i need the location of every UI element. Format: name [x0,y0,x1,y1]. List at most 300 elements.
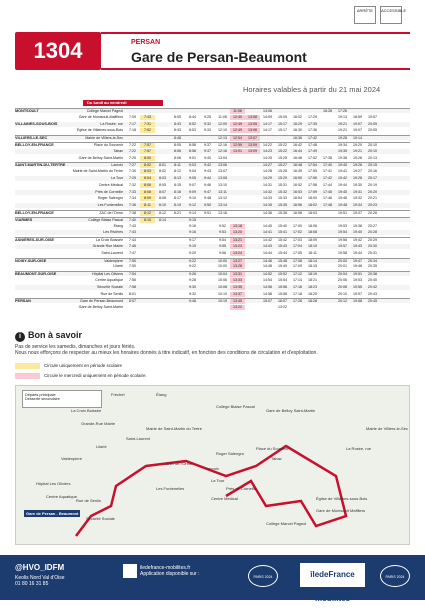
time-cell: 19:58 [338,250,347,255]
time-cell [395,238,410,243]
time-cell [395,183,410,188]
time-cell [350,218,365,223]
time-cell: 19:37 [353,211,362,215]
row-stop: Valdenpiere [104,258,123,263]
time-cell: 9:32 [204,121,211,126]
accessibility-logos [314,6,407,24]
time-cell: 17:44 [323,182,332,187]
time-cell: 9:09 [189,189,196,194]
time-cell [245,264,260,269]
map-stop-label: La Tour [211,478,225,483]
time-cell [140,285,155,290]
time-cell: 16:30 [293,128,302,133]
time-cell [140,244,155,249]
time-cell: 7:46 [129,244,136,248]
time-cell [245,183,260,188]
time-cell: 9:43 [204,169,211,174]
route-title [101,32,410,70]
time-cell [170,251,185,256]
time-cell [155,238,170,243]
time-cell [320,264,335,269]
info-text-2: Nous nous efforçons de respecter au mieux les horaires donnés à titre indicatif, en fonction des conditions de circulation et d'exploitation. [15,350,318,356]
time-cell [320,292,335,297]
time-cell: 17:36 [308,128,317,133]
time-cell [140,272,155,277]
time-cell: 19:35 [338,148,347,153]
row-city: MONTSOULT [15,109,39,113]
operator-name: Keolis Nord Val d'Oise [15,575,65,581]
time-cell: 8:05 [174,143,181,147]
line-header [15,32,410,70]
wheelchair-icon: ACCESSIBLE [380,6,402,24]
time-cell [320,149,335,154]
time-cell: 7:47 [129,250,136,255]
row-times [125,169,410,174]
time-cell: 7:22 [129,148,136,153]
table-row [15,251,410,256]
row-city: VILLAINES-SOUS-BOIS [15,121,58,126]
time-cell: 18:28 [308,299,317,304]
time-cell: 17:45 [323,189,332,194]
time-cell: 8:43 [174,121,181,126]
time-cell [245,292,260,297]
time-cell [200,230,215,235]
time-cell [380,285,395,290]
map-stop-label: Fréchet [111,392,125,397]
time-cell [170,272,185,277]
time-cell [155,292,170,297]
time-cell: 13:35 [230,285,245,290]
time-cell: 8:02 [140,163,155,168]
time-cell: 10:06 [218,278,227,282]
time-cell: 19:30 [353,182,362,187]
time-cell [245,224,260,229]
time-cell: 9:22 [189,258,196,263]
map-stop-label: Les Fontenelles [156,486,185,491]
time-cell: 10:19 [218,299,227,304]
time-cell: 19:21 [338,128,347,133]
time-cell: 17:02 [293,230,302,235]
social-handle[interactable]: @HVO_IDFM [15,563,65,572]
time-cell [380,169,395,174]
time-cell [245,285,260,290]
time-cell: 9:48 [204,196,211,201]
time-cell: 18:06 [308,223,317,228]
time-cell [350,109,365,114]
time-cell: 9:48 [189,299,196,304]
time-cell: 15:17 [278,128,287,133]
time-cell [200,259,215,264]
time-cell: 18:14 [308,258,317,263]
time-cell: 8:48 [174,136,181,141]
time-cell: 14:56 [263,284,272,289]
row-times [125,238,410,243]
time-cell [140,264,155,269]
row-city: ASNIÈRES-SUR-OISE [15,238,55,243]
time-cell: 15:22 [278,148,287,153]
time-cell: 8:05 [174,114,181,119]
website-link[interactable]: iledefrance-mobilites.fr [140,565,191,571]
timetable [15,100,410,310]
time-cell: 16:53 [293,189,302,194]
time-cell: 8:53 [189,128,196,133]
time-cell: 7:43 [140,115,155,120]
table-row [15,224,410,229]
time-cell [200,272,215,277]
time-cell: 16:50 [293,176,302,180]
time-cell [245,244,260,249]
time-cell: 8:19 [174,203,181,208]
time-cell [320,285,335,290]
time-cell [245,196,260,201]
time-cell [155,230,170,235]
time-cell [155,259,170,264]
time-cell [260,218,275,223]
time-cell: 17:54 [308,163,317,168]
legend-mercredi [15,372,410,379]
row-times [125,136,410,141]
time-cell: 17:40 [323,163,332,168]
row-stop: Roger Salengro [97,196,123,201]
time-cell: 15:41 [278,230,287,235]
time-cell [320,244,335,249]
row-stop: Mairie de Saint-Martin du Tertre [72,169,123,174]
time-cell: 19:28 [338,136,347,141]
time-cell [230,183,245,188]
time-cell: 20:05 [368,121,377,126]
time-cell [245,272,260,277]
time-cell: 14:44 [263,250,272,255]
time-cell [380,211,395,216]
time-cell [155,299,170,304]
time-cell: 9:22 [189,264,196,269]
time-cell: 20:05 [368,128,377,133]
time-cell: 7:54 [129,272,136,277]
time-cell [245,169,260,174]
time-cell [140,224,155,229]
time-cell: 8:15 [140,218,155,223]
row-stop: Saint-Laurent [101,250,123,255]
time-cell: 18:11 [308,250,317,255]
time-cell [155,251,170,256]
time-cell [170,278,185,283]
time-cell [395,244,410,249]
time-cell [335,305,350,310]
time-cell: 7:44 [129,238,136,243]
time-cell: 20:45 [368,299,377,304]
time-cell: 14:58 [263,291,272,296]
operator-info [15,575,65,587]
time-cell: 8:07 [129,299,136,304]
time-cell [380,264,395,269]
time-cell: 14:43 [263,244,272,248]
table-row [15,142,410,147]
time-cell: 7:32 [129,182,136,187]
time-cell: 7:57 [140,149,155,154]
time-cell: 10:00 [218,258,227,263]
time-cell [155,305,170,310]
time-cell: 9:03 [189,163,196,168]
time-cell: 12:54 [230,136,245,141]
time-cell: 19:53 [353,278,362,282]
time-cell: 13:05 [245,122,260,127]
time-cell: 19:40 [353,230,362,235]
time-cell [170,224,185,229]
table-row [15,156,410,161]
time-cell [155,143,170,148]
time-cell: 8:05 [159,182,166,187]
row-stop: Mairie de Villiers-le-Sec [85,136,123,141]
origin-city: PERSAN [131,39,161,46]
time-cell: 8:07 [159,189,166,194]
time-cell: 14:46 [263,258,272,263]
time-cell: 12:40 [230,115,245,120]
paralympic-logo: PARIS 2024 [380,565,410,587]
map-stop-label: Mairie de Saint-Martin du Tertre [146,426,202,431]
table-row [15,183,410,188]
time-cell [200,299,215,304]
olympic-logo: PARIS 2024 [248,565,278,587]
time-cell: 11:08 [218,114,227,119]
time-cell: 14:32 [263,189,272,194]
qr-code-icon[interactable] [123,564,137,578]
time-cell [380,305,395,310]
time-cell [215,305,230,310]
time-cell: 8:08 [174,155,181,160]
time-cell: 19:47 [353,258,362,263]
row-city: BELLOY-EN-FRANCE [15,211,54,215]
time-cell: 19:28 [353,176,362,180]
time-cell [245,278,260,283]
time-cell: 16:58 [293,211,302,215]
time-cell: 20:10 [338,291,347,296]
time-cell: 13:09 [245,143,260,148]
time-cell [140,251,155,256]
time-cell: 16:42 [293,143,302,147]
row-stop: La Tour [111,176,123,180]
time-cell: 13:21 [230,238,245,243]
time-cell [395,203,410,208]
time-cell: 19:51 [338,211,347,215]
time-cell: 17:49 [308,148,317,153]
row-stop: La Rosée, rue [100,121,123,126]
time-cell [170,292,185,297]
time-cell: 20:40 [368,278,377,282]
time-cell: 19:14 [353,136,362,141]
time-cell: 14:52 [263,272,272,277]
time-cell: 9:07 [189,182,196,187]
time-cell: 16:54 [293,196,302,201]
table-row [15,122,410,127]
map-stop-label: Étang [156,392,167,397]
map-stop-label: La Rosée, rue [346,446,372,451]
time-cell: 14:28 [263,169,272,174]
row-times [125,176,410,181]
time-cell: 13:08 [245,115,260,120]
row-city: SAINT-MARTIN-DU-TERTRE [15,163,66,168]
time-cell [395,292,410,297]
time-cell: 20:19 [368,182,377,187]
time-cell: 15:22 [278,143,287,147]
time-cell: 9:51 [204,211,211,215]
time-cell: 8:04 [140,176,155,181]
time-cell: 9:20 [189,250,196,255]
time-cell [290,218,305,223]
time-cell [395,230,410,235]
time-cell [305,305,320,310]
time-cell: 19:42 [353,238,362,243]
time-cell: 14:29 [263,176,272,180]
time-cell: 8:01 [159,163,166,168]
time-cell: 8:14 [159,217,166,222]
time-cell: 17:42 [308,136,317,141]
time-cell [380,176,395,181]
time-cell [395,143,410,148]
time-cell: 9:12 [189,203,196,208]
time-cell: 16:56 [293,203,302,208]
time-cell: 13:06 [245,128,260,133]
table-row [15,237,410,242]
time-cell [170,244,185,249]
time-cell: 19:34 [338,143,347,147]
time-cell: 15:43 [278,244,287,248]
time-cell [155,109,170,114]
time-cell [140,299,155,304]
time-cell [380,109,395,114]
time-cell [380,190,395,195]
table-row [15,190,410,195]
table-row [15,244,410,249]
time-cell: 8:03 [159,176,166,180]
time-cell: 8:08 [140,190,155,195]
time-cell: 17:48 [323,203,332,208]
time-cell: 13:12 [218,196,227,201]
time-cell: 15:36 [278,211,287,215]
time-cell [170,299,185,304]
time-cell [395,149,410,154]
time-cell: 19:48 [353,264,362,269]
time-cell: 8:15 [174,182,181,187]
time-cell [395,196,410,201]
time-cell: 10:10 [218,291,227,296]
row-stop: Les Fontenelles [97,203,123,208]
time-cell: 18:08 [308,230,317,235]
time-cell: 14:35 [263,203,272,208]
time-cell: 16:02 [293,114,302,119]
time-cell [245,305,260,310]
time-cell: 15:27 [278,163,287,168]
time-cell: 11:06 [230,109,245,114]
row-times [125,128,410,133]
row-stop: Hôpital Les Oliviers [92,272,123,277]
time-cell [365,109,380,114]
time-cell: 13:24 [230,251,245,256]
time-cell [170,259,185,264]
row-times [125,224,410,229]
time-cell: 20:27 [368,223,377,228]
time-cell: 19:44 [353,250,362,255]
time-cell [395,224,410,229]
time-cell: 19:45 [338,189,347,194]
map-stop-label: La Croix Boissée [71,408,102,413]
time-cell [230,211,245,216]
time-cell [155,156,170,161]
time-cell: 17:28 [293,299,302,304]
map-legend-stop: Desserte secondaire [25,397,60,401]
time-cell [155,122,170,127]
operator-phone[interactable]: 01 80 16 31 85 [15,581,49,587]
time-cell: 17:03 [293,238,302,243]
time-cell: 17:58 [308,182,317,187]
time-cell: 13:18 [230,224,245,229]
time-cell [380,218,395,223]
table-row [15,162,410,167]
time-cell [230,203,245,208]
time-cell: 8:21 [174,211,181,215]
time-cell: 15:56 [278,284,287,289]
row-times [125,305,410,310]
time-cell [395,218,410,223]
time-cell: 17:18 [293,291,302,296]
time-cell: 20:21 [368,196,377,201]
time-cell [245,211,260,216]
time-cell [290,109,305,114]
row-times [125,211,410,216]
time-cell: 15:31 [278,182,287,187]
time-cell: 9:33 [204,128,211,133]
app-label: Application disponible sur : [140,571,200,577]
time-cell [155,149,170,154]
time-cell: 10:00 [218,264,227,269]
time-cell [245,251,260,256]
map-stop-label: Roger Salengro [216,451,245,456]
time-cell [380,299,395,304]
time-cell [245,218,260,223]
time-cell: 8:17 [174,196,181,201]
time-cell [380,163,395,168]
time-cell: 10:08 [218,284,227,289]
row-times [125,244,410,249]
time-cell [395,156,410,161]
time-cell: 14:09 [263,114,272,119]
time-cell: 15:58 [278,291,287,296]
row-stop: Lilarié [113,264,123,269]
time-cell: 13:06 [218,163,227,168]
time-cell: 12:10 [218,128,227,133]
time-cell: 13:16 [218,211,227,215]
info-title: i Bon à savoir [15,330,82,342]
time-cell: 20:28 [368,230,377,235]
time-cell: 15:54 [278,278,287,282]
row-city: VILLIERS-LE-SEC [15,136,48,141]
row-stop: Près de Corneille [95,189,123,194]
time-cell: 20:30 [368,244,377,248]
time-cell: 9:05 [189,176,196,180]
row-times [125,272,410,277]
time-cell [305,218,320,223]
time-cell: 14:41 [263,230,272,235]
time-cell: 8:58 [189,143,196,147]
time-cell [230,156,245,161]
time-cell [380,259,395,264]
row-stop: Gare de Persan-Beaumont [80,299,123,304]
time-cell [215,218,230,223]
time-cell: 12:09 [218,121,227,126]
time-cell [320,128,335,133]
map-stop-label: Église de Villaines-sous-Bois [316,496,368,501]
time-cell [155,224,170,229]
time-cell: 9:32 [189,291,196,296]
